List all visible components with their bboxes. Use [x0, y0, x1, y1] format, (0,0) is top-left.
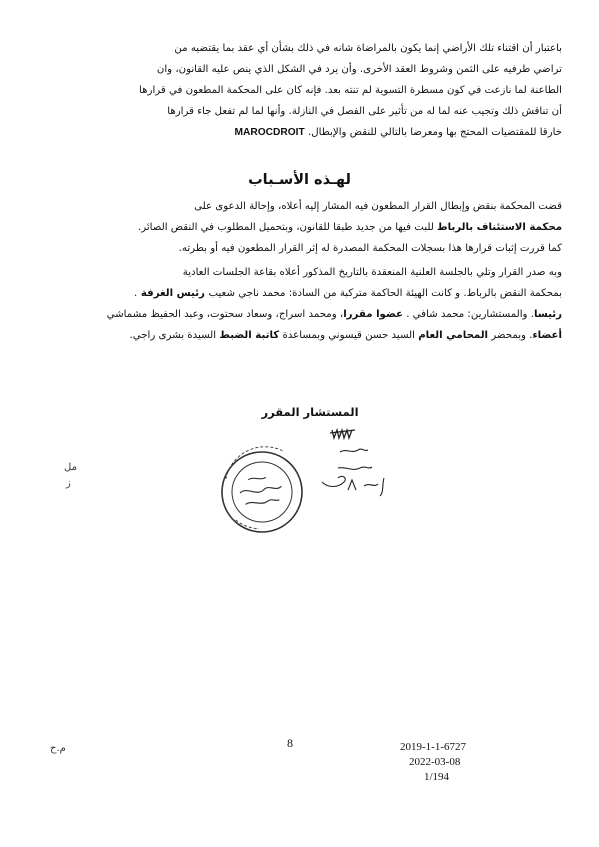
text-line: باعتبار أن اقتناء تلك الأراضي إنما يكون بالمراضاة شانه في ذلك بشأن أي عقد بما يقتضيه من: [174, 43, 562, 54]
court-name: محكمة الاستئناف بالرباط: [437, 222, 562, 233]
president-name: محمد ناجي شعيب: [208, 288, 286, 299]
margin-mark: مل: [64, 462, 77, 473]
text-fragment: السيدة بشرى راجي.: [129, 330, 220, 341]
members-title: أعضاء: [532, 330, 562, 341]
decision-reference: 1/194: [424, 771, 450, 783]
text-fragment: .: [402, 309, 413, 320]
file-number: 2019-1-1-6727: [400, 741, 466, 753]
section-heading: لهـذه الأسـباب: [248, 172, 351, 188]
president-role: رئيسا: [533, 309, 562, 320]
text-fragment: . وبمحضر: [488, 330, 533, 341]
text-line: قضت المحكمة بنقض وإبطال القرار المطعون فيه المشار إليه أعلاه، وإحالة الدعوى على: [194, 201, 562, 212]
text-line: بمحكمة النقض بالرباط. و كانت الهيئة الحاكمة متركبة من السادة: محمد ناجي شعيب رئيس الغرفة .: [134, 288, 562, 299]
text-fragment: . والمستشارين:: [464, 309, 534, 320]
page-number: 8: [287, 736, 293, 750]
margin-mark: ز: [66, 478, 71, 489]
text-fragment: ، ومحمد اسراج، وسعاد سحتوت، وعبد الحفيظ مشماشي: [106, 309, 344, 320]
text-fragment: بمحكمة النقض بالرباط. و كانت الهيئة الحاكمة متركبة من السادة:: [285, 288, 562, 299]
text-fragment: للبت فيها من جديد طبقا للقانون، وبتحميل المطلوب في النقض الصائر.: [137, 222, 438, 233]
stamp: [216, 442, 307, 537]
rapporteur-name: محمد شافي: [412, 309, 465, 320]
text-line: كما قررت إثبات قرارها هذا بسجلات المحكمة المصدرة له إثر القرار المطعون فيه أو بطرته.: [178, 243, 562, 254]
rapporteur-signature: [330, 430, 355, 438]
text-line: الطاعنة لما نازعت في كون مسطرة التسوية لم تنته بعد. فإنه كان على المحكمة المطعون في قرارها: [139, 85, 562, 96]
text-fragment: السيد حسن قيسوني وبمساعدة: [279, 330, 419, 341]
text-line: وبه صدر القرار وتلي بالجلسة العلنية المنعقدة بالتاريخ المذكور أعلاه بقاعة الجلسات العادية: [182, 267, 562, 278]
text-line: أن تناقش ذلك وتجيب عنه لما له من تأثير على الفصل في النازلة. وأنها لما لم تفعل جاء قرارها: [167, 106, 562, 117]
text-line: تراضي طرفيه على الثمن وشروط العقد الأخرى. وأن يرد في الشكل الذي ينص عليه القانون، وان: [156, 64, 562, 75]
clerk-title: كاتبة الضبط: [219, 330, 280, 341]
watermark-text: MAROCDROIT: [234, 127, 305, 138]
handwritten-note: [322, 449, 384, 496]
advocate-general-title: المحامي العام: [418, 330, 489, 341]
decision-date: 2022-03-08: [409, 756, 461, 768]
signature-title: المستشار المقرر: [261, 405, 359, 419]
footer-initials: م.ح: [50, 743, 66, 754]
president-title: رئيس الغرفة: [137, 288, 209, 299]
rapporteur-title: عضوا مقررا: [343, 309, 403, 320]
text-fragment: خارقا للمقتضيات المحتج بها ومعرضا بالتالي للنقض والإبطال.: [307, 127, 562, 138]
